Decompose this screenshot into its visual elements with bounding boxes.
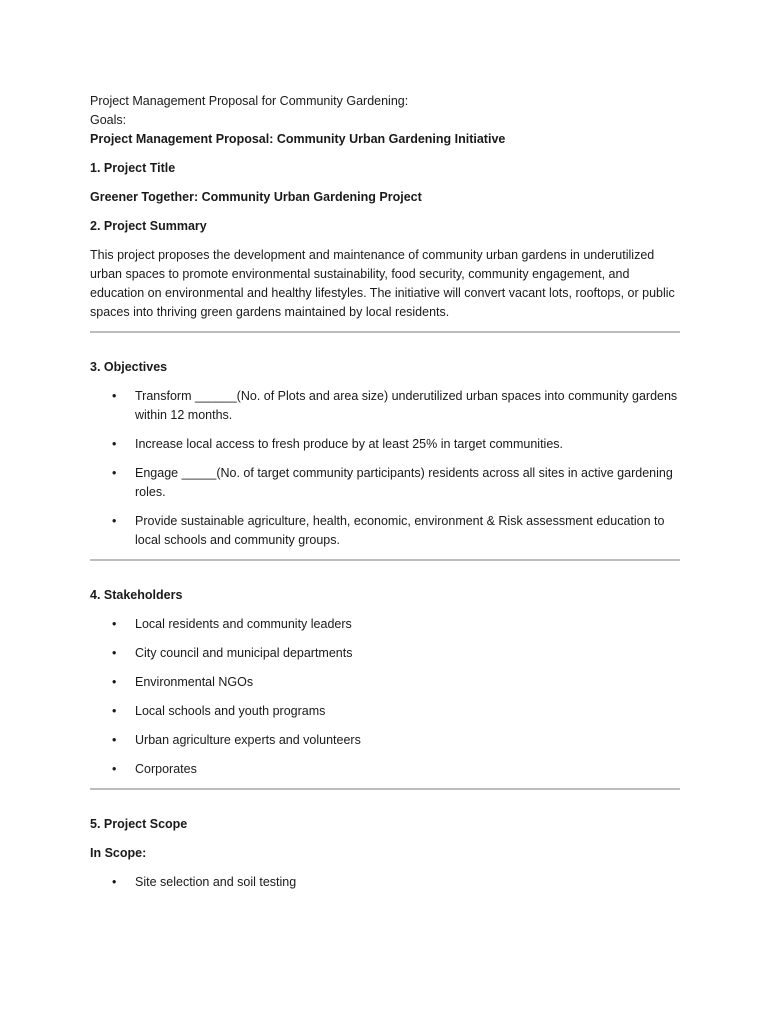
bullet-icon: •: [112, 389, 117, 403]
bullet-icon: •: [112, 466, 117, 480]
header-line-2: Goals:: [90, 113, 127, 127]
list-item-text: Corporates: [135, 762, 197, 776]
list-item-text: Site selection and soil testing: [135, 875, 297, 889]
list-item: [90, 760, 680, 779]
list-item: [90, 673, 680, 692]
list-item: [90, 512, 680, 550]
bullet-icon: •: [112, 704, 117, 718]
document-page: [90, 92, 680, 892]
list-item: [90, 731, 680, 750]
bullet-icon: •: [112, 733, 117, 747]
section-1-heading: 1. Project Title: [90, 161, 176, 175]
bullet-icon: •: [112, 875, 117, 889]
list-item-text: Local residents and community leaders: [135, 617, 352, 631]
bullet-icon: •: [112, 617, 117, 631]
list-item: [90, 435, 680, 454]
bullet-icon: •: [112, 646, 117, 660]
list-item-text: Urban agriculture experts and volunteers: [135, 733, 361, 747]
section-4-heading: 4. Stakeholders: [90, 588, 183, 602]
section-divider: [90, 788, 680, 790]
objectives-list: [90, 387, 680, 550]
list-item: [90, 702, 680, 721]
list-item-text: Environmental NGOs: [135, 675, 254, 689]
bullet-icon: •: [112, 514, 117, 528]
list-item-text: Increase local access to fresh produce by at least 25% in target communities.: [135, 437, 563, 451]
list-item-text: Provide sustainable agriculture, health, economic, environment & Risk assessment education to local schools and community groups.: [135, 514, 665, 547]
bullet-icon: •: [112, 437, 117, 451]
in-scope-list: [90, 873, 680, 892]
in-scope-subheading: In Scope:: [90, 846, 147, 860]
list-item-text: Transform ______(No. of Plots and area size) underutilized urban spaces into community gardens within 12 months.: [135, 389, 678, 422]
list-item-text: City council and municipal departments: [135, 646, 353, 660]
header-line-1: Project Management Proposal for Community Gardening:: [90, 94, 409, 108]
list-item: [90, 615, 680, 634]
list-item: [90, 644, 680, 663]
section-5-heading: 5. Project Scope: [90, 817, 188, 831]
list-item: [90, 873, 680, 892]
list-item: [90, 387, 680, 425]
proposal-title: Project Management Proposal: Community Urban Gardening Initiative: [90, 132, 506, 146]
section-divider: [90, 559, 680, 561]
project-summary-text: This project proposes the development and maintenance of community urban gardens in underutilized urban spaces to promote environmental sustainability, food security, community engagement, and education on environmental and healthy lifestyles. The initiative will convert vacant lots, rooftops, or public spaces into thriving green gardens maintained by local residents.: [90, 248, 675, 319]
stakeholders-list: [90, 615, 680, 779]
project-title: Greener Together: Community Urban Gardening Project: [90, 190, 422, 204]
section-3-heading: 3. Objectives: [90, 360, 168, 374]
section-2-heading: 2. Project Summary: [90, 219, 207, 233]
list-item-text: Local schools and youth programs: [135, 704, 326, 718]
bullet-icon: •: [112, 675, 117, 689]
bullet-icon: •: [112, 762, 117, 776]
list-item-text: Engage _____(No. of target community participants) residents across all sites in active gardening roles.: [135, 466, 673, 499]
section-divider: [90, 331, 680, 333]
list-item: [90, 464, 680, 502]
